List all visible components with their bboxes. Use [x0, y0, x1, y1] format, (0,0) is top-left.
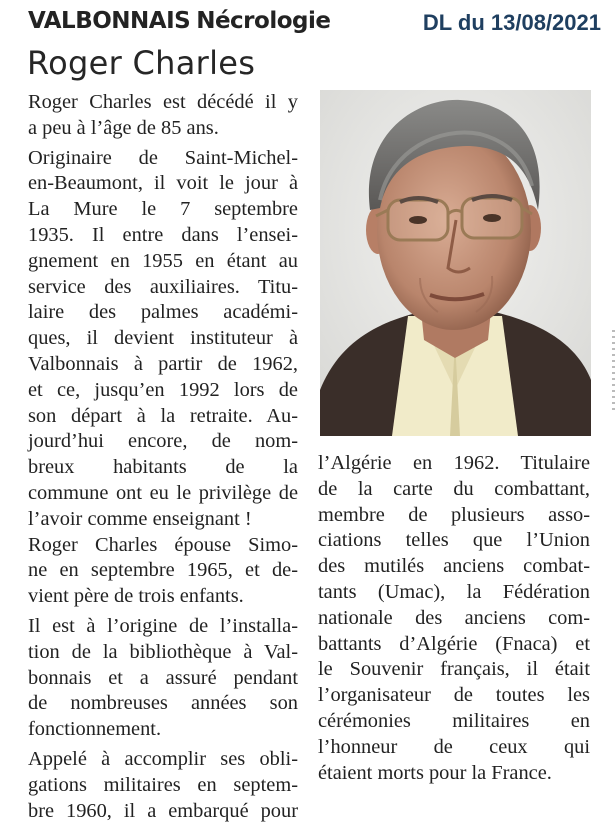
article-line: bonnais et a assuré pendant — [28, 666, 298, 689]
article-line: étaient morts pour la France. — [318, 761, 552, 784]
article-headline: Roger Charles — [27, 44, 256, 82]
article-kicker — [28, 8, 330, 34]
article-line: breux habitants de la — [28, 456, 298, 479]
article-line: tion de la bibliothèque à Val- — [28, 640, 298, 663]
article-line: battants d’Algérie (Fnaca) et — [318, 632, 590, 655]
article-line: et ce, jusqu’en 1992 lors de — [28, 378, 298, 401]
article-line: Roger Charles est décédé il y — [28, 91, 298, 113]
date-stamp: DL du 13/08/2021 — [422, 10, 601, 35]
article-line: nationale des anciens com- — [318, 606, 590, 629]
article-line: a peu à l’âge de 85 ans. — [28, 116, 219, 139]
article-line: laire des palmes académi- — [28, 301, 298, 324]
article-line: l’honneur de ceux qui — [318, 735, 590, 758]
article-line: ne en septembre 1965, et de- — [28, 559, 298, 582]
portrait-photo-icon — [320, 90, 591, 436]
article-line: Originaire de Saint-Michel- — [28, 146, 298, 169]
article-line: l’avoir comme enseignant ! — [28, 507, 252, 530]
section-name: VALBONNAIS — [28, 8, 191, 34]
article-column-left — [28, 90, 298, 824]
article-line: le Souvenir français, il était — [318, 658, 590, 681]
article-line: membre de plusieurs asso- — [318, 503, 590, 526]
article-line: commune ont eu le privilège de — [28, 481, 298, 504]
article-line: 1935. Il entre dans l’ensei- — [28, 223, 298, 246]
article-line: l’Algérie en 1962. Titulaire — [318, 452, 590, 474]
article-line: gnement en 1955 en étant au — [28, 249, 298, 272]
article-line: ciations telles que l’Union — [318, 529, 590, 552]
article-line: son départ à la retraite. Au- — [28, 404, 298, 427]
article-column-right — [318, 451, 590, 786]
article-line: des mutilés anciens combat- — [318, 555, 590, 578]
portrait-photo — [320, 90, 591, 436]
article-line: jourd’hui encore, de nom- — [28, 430, 298, 453]
article-line: fonctionnement. — [28, 718, 162, 741]
article-line: cérémonies militaires en — [318, 709, 590, 732]
article-line: vient père de trois enfants. — [28, 585, 244, 608]
article-line: en-Beaumont, il voit le jour à — [28, 172, 298, 195]
article-line: La Mure le 7 septembre — [28, 198, 298, 221]
article-line: bre 1960, il a embarqué pour — [28, 799, 298, 822]
article-line: Il est à l’origine de l’installa- — [28, 614, 298, 637]
article-line: l’organisateur de toutes les — [318, 684, 590, 707]
article-line: tants (Umac), la Fédération — [318, 580, 590, 603]
rubric-name: Nécrologie — [196, 8, 331, 34]
article-line: service des auxiliaires. Titu- — [28, 275, 298, 298]
article-line: de nombreuses années son — [28, 692, 298, 715]
article-line: de la carte du combattant, — [318, 477, 590, 500]
article-line: gations militaires en septem- — [28, 773, 298, 796]
article-line: ques, il devient instituteur à — [28, 327, 298, 350]
article-line: Appelé à accomplir ses obli- — [28, 747, 298, 770]
article-line: Valbonnais à partir de 1962, — [28, 352, 298, 375]
article-line: Roger Charles épouse Simo- — [28, 533, 298, 556]
